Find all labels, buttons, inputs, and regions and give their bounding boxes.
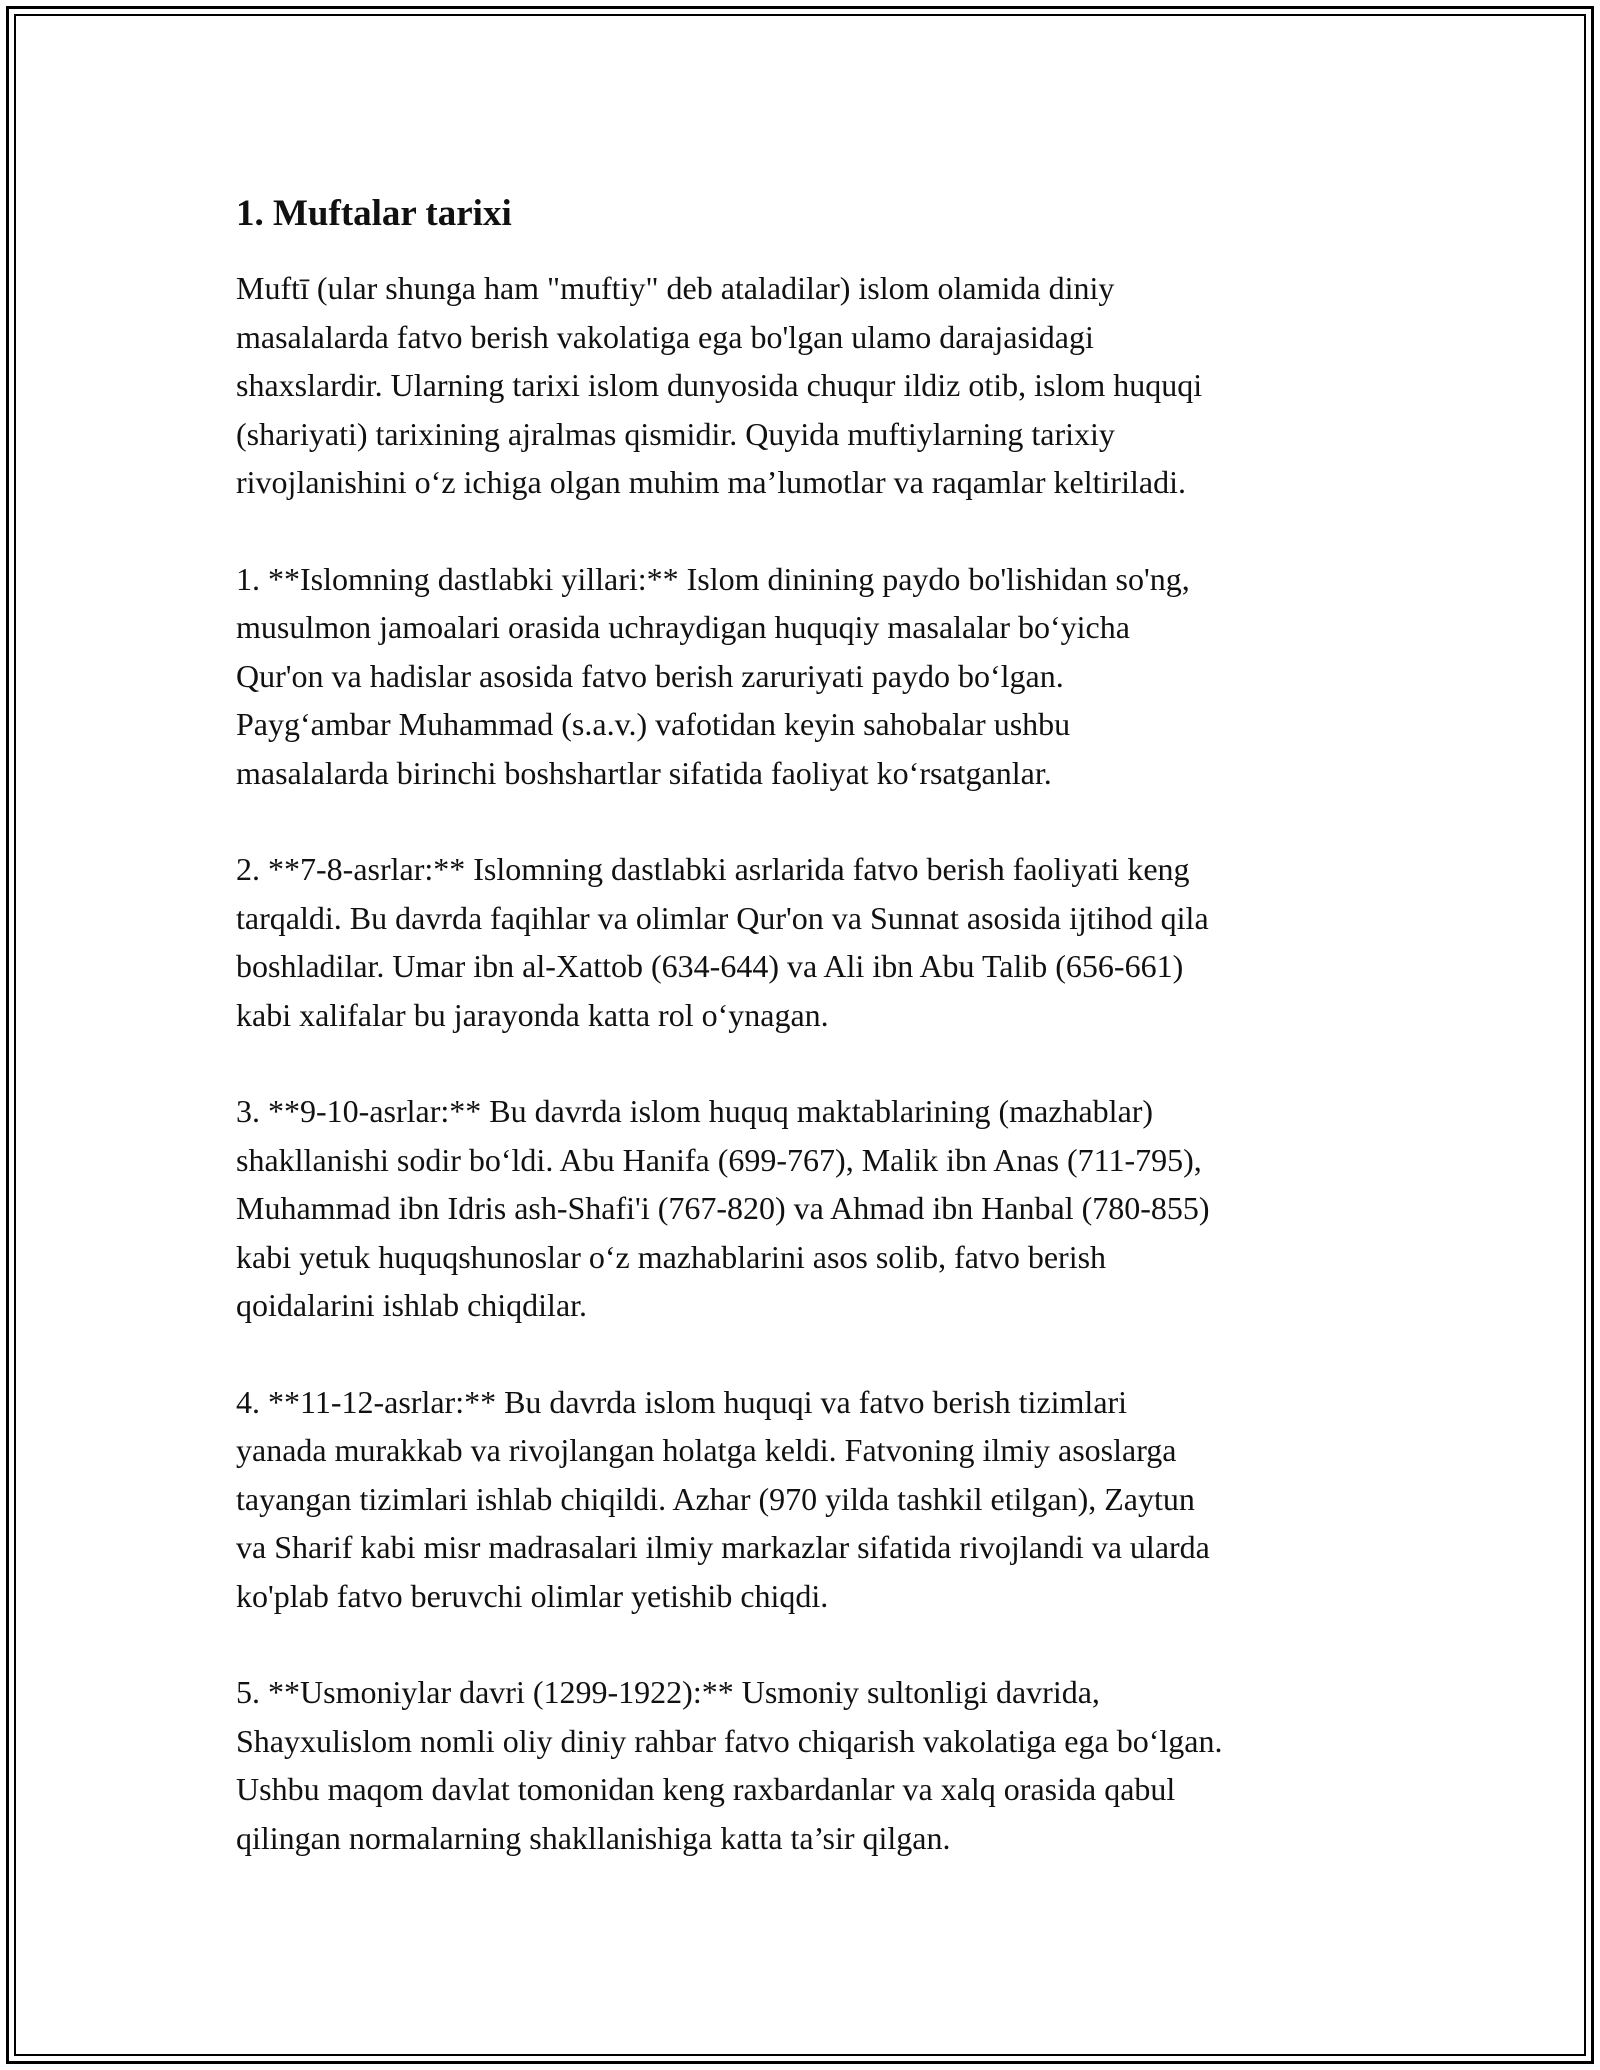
intro-paragraph: Muftī (ular shunga ham "muftiy" deb ataladilar) islom olamida diniy masalalarda fatvo berish vakolatiga ega bo'lgan ulamo darajasidagi shaxslardir. Ularning tarixi islom dunyosida chuqur ildiz otib, islom huquqi (shariyati) tarixining ajralmas qismidir. Quyida muftiylarning tarixiy rivojlanishini o‘z ichiga olgan muhim ma’lumotlar va raqamlar keltiriladi. bbox=[236, 270, 1203, 500]
document-title: 1. Muftalar tarixi bbox=[236, 193, 512, 234]
list-item-9-10-centuries: 3. **9-10-asrlar:** Bu davrda islom huquq maktablarining (mazhablar) shakllanishi sodir bo‘ldi. Abu Hanifa (699-767), Malik ibn Anas (711-795), Muhammad ibn Idris ash-Shafi'i (767-820) va Ahmad ibn Hanbal (780-855) kabi yetuk huquqshunoslar o‘z mazhablarini asos solib, fatvo berish qoidalarini ishlab chiqdilar. bbox=[236, 1093, 1210, 1323]
document-body bbox=[236, 186, 1386, 1910]
list-item-11-12-centuries: 4. **11-12-asrlar:** Bu davrda islom huquqi va fatvo berish tizimlari yanada murakkab va rivojlangan holatga keldi. Fatvoning ilmiy asoslarga tayangan tizimlari ishlab chiqildi. Azhar (970 yilda tashkil etilgan), Zaytun va Sharif kabi misr madrasalari ilmiy markazlar sifatida rivojlandi va ularda ko'plab fatvo beruvchi olimlar yetishib chiqdi. bbox=[236, 1383, 1210, 1614]
list-item-7-8-centuries: 2. **7-8-asrlar:** Islomning dastlabki asrlarida fatvo berish faoliyati keng tarqaldi. Bu davrda faqihlar va olimlar Qur'on va Sunnat asosida ijtihod qila boshladilar. Umar ibn al-Xattob (634-644) va Ali ibn Abu Talib (656-661) kabi xalifalar bu jarayonda katta rol o‘ynagan. bbox=[236, 851, 1209, 1033]
list-item-early-years: 1. **Islomning dastlabki yillari:** Islom dinining paydo bo'lishidan so'ng, musulmon jamoalari orasida uchraydigan huquqiy masalalar bo‘yicha Qur'on va hadislar asosida fatvo berish zaruriyati paydo bo‘lgan. Payg‘ambar Muhammad (s.a.v.) vafotidan keyin sahobalar ushbu masalalarda birinchi boshshartlar sifatida faoliyat ko‘rsatganlar. bbox=[236, 560, 1190, 791]
list-item-ottoman-period: 5. **Usmoniylar davri (1299-1922):** Usmoniy sultonligi davrida, Shayxulislom nomli oliy diniy rahbar fatvo chiqarish vakolatiga ega bo‘lgan. Ushbu maqom davlat tomonidan keng raxbardanlar va xalq orasida qabul qilingan normalarning shakllanishiga katta ta’sir qilgan. bbox=[236, 1674, 1223, 1856]
